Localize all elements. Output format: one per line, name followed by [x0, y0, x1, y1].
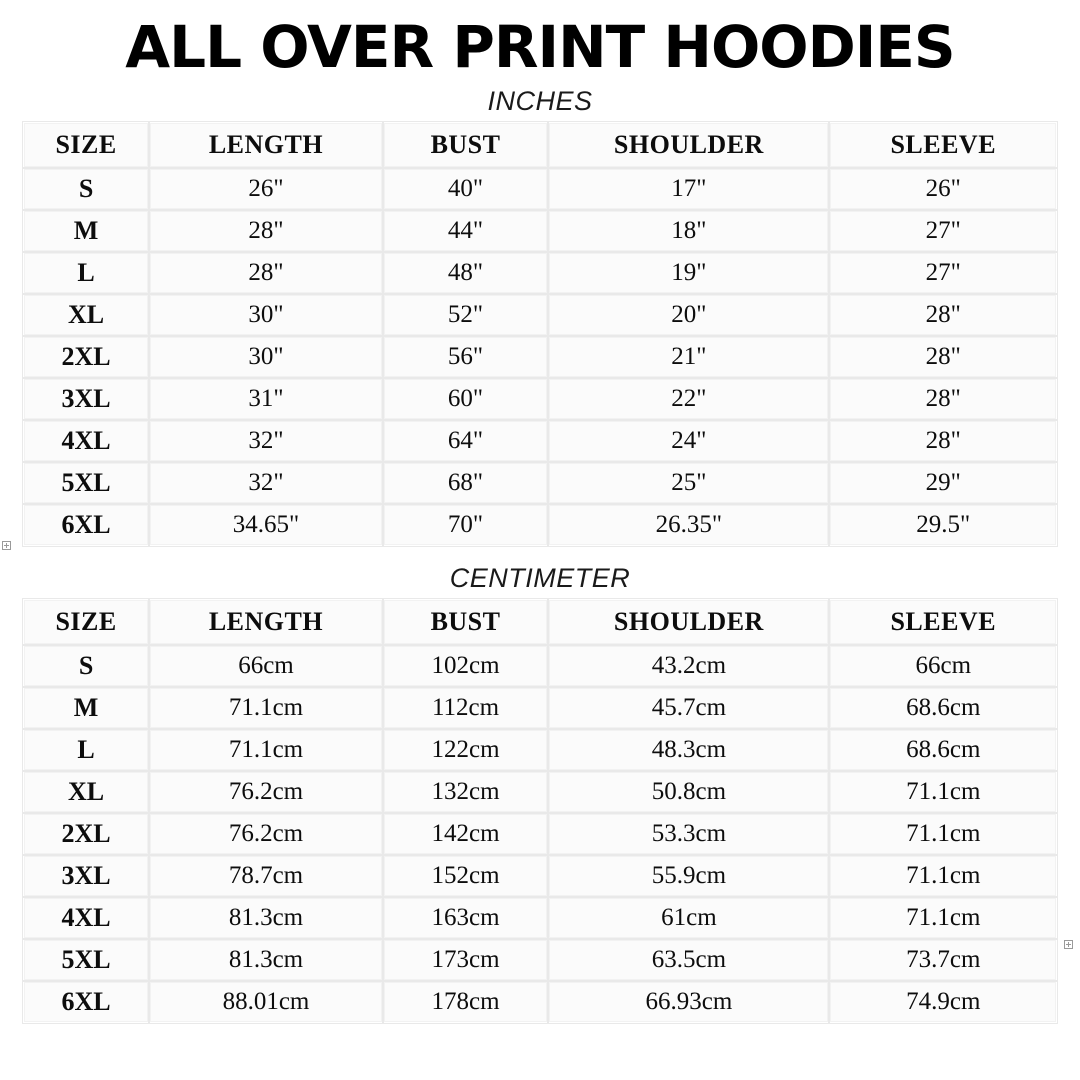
- cell-size: 4XL: [23, 897, 149, 939]
- cell-size: 6XL: [23, 981, 149, 1023]
- cell-shoulder: 45.7cm: [548, 687, 829, 729]
- cell-sleeve: 71.1cm: [829, 855, 1057, 897]
- cell-bust: 40": [383, 168, 548, 210]
- cell-sleeve: 71.1cm: [829, 897, 1057, 939]
- cell-bust: 142cm: [383, 813, 548, 855]
- cell-shoulder: 66.93cm: [548, 981, 829, 1023]
- selection-handle-top-left[interactable]: [2, 541, 11, 550]
- cell-sleeve: 66cm: [829, 645, 1057, 687]
- col-header-bust: BUST: [383, 599, 548, 645]
- cell-bust: 102cm: [383, 645, 548, 687]
- table-row: [23, 504, 1057, 546]
- cell-sleeve: 68.6cm: [829, 729, 1057, 771]
- cell-bust: 56": [383, 336, 548, 378]
- cell-length: 32": [149, 420, 383, 462]
- cell-size: M: [23, 210, 149, 252]
- cell-bust: 163cm: [383, 897, 548, 939]
- cell-shoulder: 22": [548, 378, 829, 420]
- size-table-inches: [22, 121, 1058, 547]
- cell-shoulder: 17": [548, 168, 829, 210]
- cell-size: S: [23, 168, 149, 210]
- cell-sleeve: 28": [829, 420, 1057, 462]
- cell-bust: 70": [383, 504, 548, 546]
- cell-sleeve: 27": [829, 252, 1057, 294]
- table-row: [23, 645, 1057, 687]
- cell-shoulder: 26.35": [548, 504, 829, 546]
- col-header-length: LENGTH: [149, 599, 383, 645]
- cell-length: 30": [149, 336, 383, 378]
- cell-sleeve: 28": [829, 378, 1057, 420]
- cell-size: 3XL: [23, 855, 149, 897]
- col-header-shoulder: SHOULDER: [548, 599, 829, 645]
- cell-length: 81.3cm: [149, 939, 383, 981]
- cell-shoulder: 48.3cm: [548, 729, 829, 771]
- table-head: [23, 599, 1057, 645]
- table-body: [23, 168, 1057, 546]
- cell-bust: 132cm: [383, 771, 548, 813]
- cell-bust: 52": [383, 294, 548, 336]
- cell-size: L: [23, 252, 149, 294]
- cell-sleeve: 26": [829, 168, 1057, 210]
- unit-label-centimeter: CENTIMETER: [449, 562, 631, 593]
- cell-sleeve: 28": [829, 336, 1057, 378]
- cell-sleeve: 71.1cm: [829, 813, 1057, 855]
- cell-bust: 152cm: [383, 855, 548, 897]
- cell-length: 88.01cm: [149, 981, 383, 1023]
- cell-length: 34.65": [149, 504, 383, 546]
- table-row: [23, 210, 1057, 252]
- cell-size: L: [23, 729, 149, 771]
- cell-length: 78.7cm: [149, 855, 383, 897]
- cell-sleeve: 27": [829, 210, 1057, 252]
- cell-shoulder: 21": [548, 336, 829, 378]
- col-header-size: SIZE: [23, 122, 149, 168]
- table-row: [23, 168, 1057, 210]
- cell-size: S: [23, 645, 149, 687]
- cell-size: 2XL: [23, 813, 149, 855]
- cell-shoulder: 53.3cm: [548, 813, 829, 855]
- size-table-centimeter: [22, 598, 1058, 1024]
- table-head: [23, 122, 1057, 168]
- cell-sleeve: 29": [829, 462, 1057, 504]
- cell-shoulder: 25": [548, 462, 829, 504]
- cell-sleeve: 29.5": [829, 504, 1057, 546]
- cell-bust: 44": [383, 210, 548, 252]
- table-row: [23, 687, 1057, 729]
- cell-bust: 112cm: [383, 687, 548, 729]
- table-row: [23, 420, 1057, 462]
- cell-length: 32": [149, 462, 383, 504]
- cell-size: 5XL: [23, 939, 149, 981]
- cell-size: XL: [23, 294, 149, 336]
- cell-shoulder: 24": [548, 420, 829, 462]
- unit-label-inches: INCHES: [487, 85, 593, 116]
- cell-sleeve: 68.6cm: [829, 687, 1057, 729]
- cell-shoulder: 63.5cm: [548, 939, 829, 981]
- table-row: [23, 378, 1057, 420]
- cell-length: 66cm: [149, 645, 383, 687]
- cell-size: 5XL: [23, 462, 149, 504]
- cell-shoulder: 55.9cm: [548, 855, 829, 897]
- table-row: [23, 462, 1057, 504]
- centimeter-table-wrap: [0, 598, 1080, 1024]
- table-header-row: [23, 122, 1057, 168]
- col-header-sleeve: SLEEVE: [829, 599, 1057, 645]
- cell-sleeve: 28": [829, 294, 1057, 336]
- cell-bust: 173cm: [383, 939, 548, 981]
- cell-length: 71.1cm: [149, 687, 383, 729]
- col-header-shoulder: SHOULDER: [548, 122, 829, 168]
- cell-sleeve: 74.9cm: [829, 981, 1057, 1023]
- cell-length: 31": [149, 378, 383, 420]
- table-row: [23, 771, 1057, 813]
- cell-length: 76.2cm: [149, 771, 383, 813]
- cell-length: 26": [149, 168, 383, 210]
- col-header-length: LENGTH: [149, 122, 383, 168]
- cell-sleeve: 73.7cm: [829, 939, 1057, 981]
- col-header-size: SIZE: [23, 599, 149, 645]
- cell-shoulder: 19": [548, 252, 829, 294]
- table-row: [23, 813, 1057, 855]
- table-row: [23, 294, 1057, 336]
- cell-size: 2XL: [23, 336, 149, 378]
- cell-length: 81.3cm: [149, 897, 383, 939]
- col-header-bust: BUST: [383, 122, 548, 168]
- cell-length: 76.2cm: [149, 813, 383, 855]
- cell-bust: 60": [383, 378, 548, 420]
- page-title: ALL OVER PRINT HOODIES: [125, 13, 955, 81]
- cell-shoulder: 20": [548, 294, 829, 336]
- cell-length: 30": [149, 294, 383, 336]
- cell-size: 3XL: [23, 378, 149, 420]
- cell-length: 28": [149, 210, 383, 252]
- cell-bust: 122cm: [383, 729, 548, 771]
- table-row: [23, 855, 1057, 897]
- cell-length: 28": [149, 252, 383, 294]
- cell-shoulder: 18": [548, 210, 829, 252]
- table-header-row: [23, 599, 1057, 645]
- table-body: [23, 645, 1057, 1023]
- selection-handle-bottom-right[interactable]: [1064, 940, 1073, 949]
- cell-sleeve: 71.1cm: [829, 771, 1057, 813]
- cell-bust: 48": [383, 252, 548, 294]
- table-row: [23, 897, 1057, 939]
- table-spacer: [0, 547, 1080, 557]
- cell-bust: 64": [383, 420, 548, 462]
- cell-length: 71.1cm: [149, 729, 383, 771]
- cell-bust: 68": [383, 462, 548, 504]
- table-row: [23, 729, 1057, 771]
- cell-size: 6XL: [23, 504, 149, 546]
- table-row: [23, 252, 1057, 294]
- col-header-sleeve: SLEEVE: [829, 122, 1057, 168]
- cell-size: XL: [23, 771, 149, 813]
- cell-shoulder: 61cm: [548, 897, 829, 939]
- table-row: [23, 981, 1057, 1023]
- cell-bust: 178cm: [383, 981, 548, 1023]
- cell-shoulder: 43.2cm: [548, 645, 829, 687]
- cell-size: 4XL: [23, 420, 149, 462]
- table-row: [23, 336, 1057, 378]
- inches-table-wrap: [0, 121, 1080, 547]
- table-row: [23, 939, 1057, 981]
- cell-shoulder: 50.8cm: [548, 771, 829, 813]
- cell-size: M: [23, 687, 149, 729]
